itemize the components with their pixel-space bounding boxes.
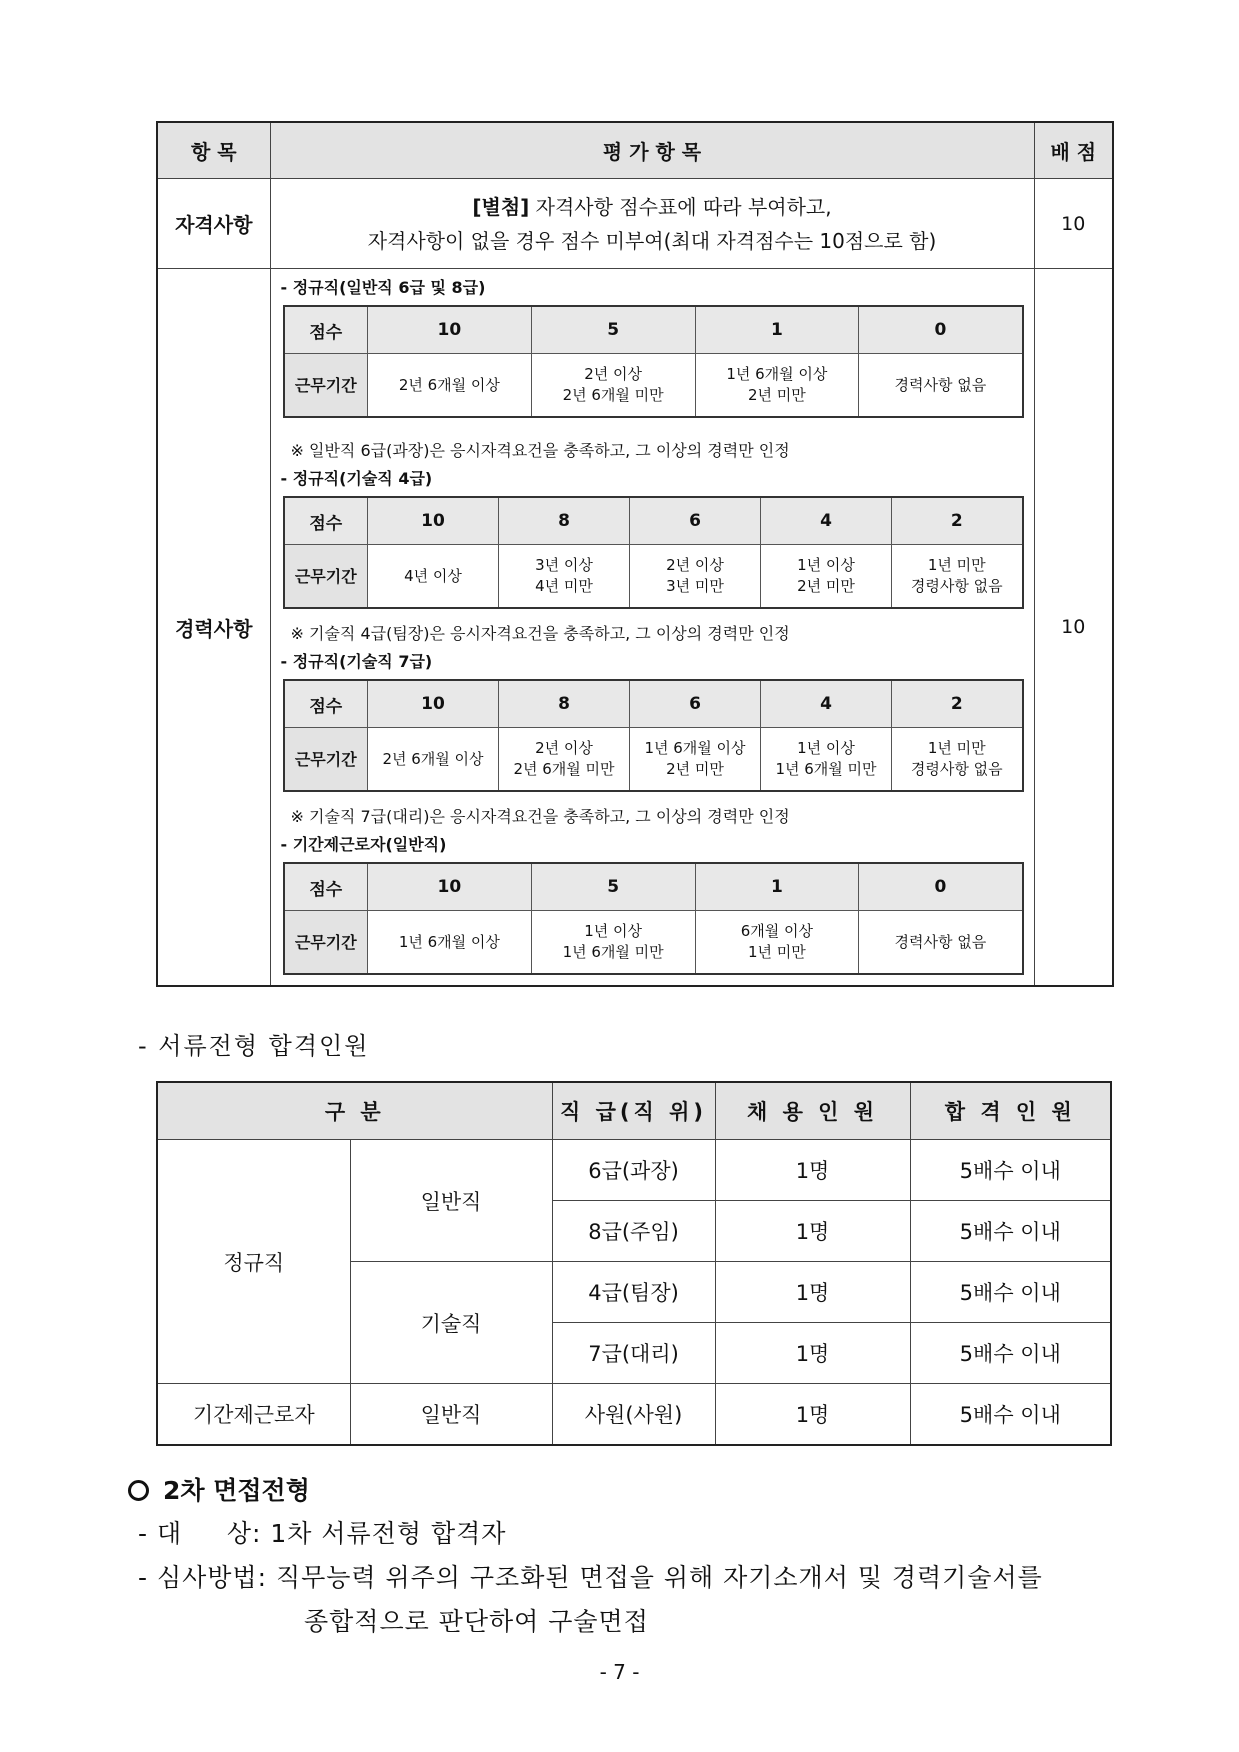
career-group-title: - 기간제근로자(일반직) bbox=[280, 835, 447, 854]
period-cell: 2년 6개월 이상 bbox=[368, 728, 499, 792]
period-cell: 4년 이상 bbox=[368, 545, 499, 609]
circle-bullet-icon bbox=[128, 1480, 149, 1501]
score-cell: 0 bbox=[859, 863, 1023, 911]
score-cell: 10 bbox=[368, 497, 499, 545]
regular-employee-label: 정규직 bbox=[157, 1140, 350, 1384]
score-cell: 10 bbox=[368, 306, 532, 354]
hire-cell: 1명 bbox=[715, 1384, 910, 1446]
target-label: - 대 상: bbox=[138, 1519, 262, 1548]
pass-cell: 5배수 이내 bbox=[910, 1384, 1111, 1446]
period-cell: 2년 이상 2년 6개월 미만 bbox=[531, 354, 695, 418]
career-note: ※ 기술직 7급(대리)은 응시자격요건을 충족하고, 그 이상의 경력만 인정 bbox=[290, 807, 790, 826]
career-note: ※ 기술직 4급(팀장)은 응시자격요건을 충족하고, 그 이상의 경력만 인정 bbox=[290, 624, 790, 643]
score-cell: 5 bbox=[531, 863, 695, 911]
header-category: 구 분 bbox=[157, 1082, 552, 1140]
period-cell: 1년 이상 2년 미만 bbox=[761, 545, 892, 609]
qualification-score: 10 bbox=[1034, 179, 1113, 269]
method-value: 직무능력 위주의 구조화된 면접을 위해 자기소개서 및 경력기술서를 bbox=[275, 1563, 1043, 1592]
score-cell: 1 bbox=[695, 863, 859, 911]
period-row-label: 근무기간 bbox=[284, 728, 368, 792]
table-row bbox=[157, 1140, 1111, 1201]
qualification-row bbox=[157, 179, 1113, 269]
table-row bbox=[157, 1384, 1111, 1446]
pass-section-title: - 서류전형 합격인원 bbox=[138, 1032, 370, 1060]
career-score-table bbox=[283, 305, 1024, 418]
evaluation-table-header bbox=[157, 122, 1113, 179]
period-row-label: 근무기간 bbox=[284, 911, 368, 975]
period-cell: 1년 이상 1년 6개월 미만 bbox=[761, 728, 892, 792]
interview-target-line bbox=[138, 1514, 506, 1550]
career-score-table bbox=[283, 862, 1024, 975]
score-cell: 8 bbox=[499, 680, 630, 728]
contract-worker-label: 기간제근로자 bbox=[157, 1384, 350, 1446]
hire-cell: 1명 bbox=[715, 1262, 910, 1323]
period-cell: 경력사항 없음 bbox=[859, 911, 1023, 975]
score-row-label: 점수 bbox=[284, 863, 368, 911]
interview-method-line2: 종합적으로 판단하여 구술면접 bbox=[304, 1607, 649, 1636]
period-row-label: 근무기간 bbox=[284, 354, 368, 418]
method-label: - 심사방법: bbox=[138, 1563, 267, 1592]
period-row-label: 근무기간 bbox=[284, 545, 368, 609]
qualification-line1: 자격사항 점수표에 따라 부여하고, bbox=[529, 194, 832, 219]
career-group-title: - 정규직(기술직 7급) bbox=[280, 652, 433, 671]
career-note: ※ 일반직 6급(과장)은 응시자격요건을 충족하고, 그 이상의 경력만 인정 bbox=[290, 441, 790, 460]
general-track-label: 일반직 bbox=[350, 1140, 552, 1262]
score-cell: 10 bbox=[368, 680, 499, 728]
rank-cell: 사원(사원) bbox=[552, 1384, 715, 1446]
career-label: 경력사항 bbox=[157, 269, 270, 987]
hire-cell: 1명 bbox=[715, 1323, 910, 1384]
interview-section-title bbox=[128, 1471, 310, 1507]
career-description bbox=[270, 269, 1034, 987]
score-cell: 4 bbox=[761, 497, 892, 545]
pass-cell: 5배수 이내 bbox=[910, 1140, 1111, 1201]
attachment-tag: [별첨] bbox=[472, 194, 530, 219]
qualification-label: 자격사항 bbox=[157, 179, 270, 269]
page-number: - 7 - bbox=[599, 1660, 640, 1684]
period-cell: 2년 6개월 이상 bbox=[368, 354, 532, 418]
score-cell: 2 bbox=[892, 680, 1023, 728]
score-cell: 6 bbox=[630, 497, 761, 545]
career-score: 10 bbox=[1034, 269, 1113, 987]
period-cell: 1년 미만 경령사항 없음 bbox=[892, 728, 1023, 792]
interview-method-line bbox=[138, 1558, 1043, 1594]
period-cell: 1년 6개월 이상 2년 미만 bbox=[695, 354, 859, 418]
period-cell: 2년 이상 3년 미만 bbox=[630, 545, 761, 609]
evaluation-table bbox=[156, 121, 1114, 987]
period-cell: 1년 이상 1년 6개월 미만 bbox=[531, 911, 695, 975]
target-value: 1차 서류전형 합격자 bbox=[270, 1519, 507, 1548]
contract-track-label: 일반직 bbox=[350, 1384, 552, 1446]
score-cell: 10 bbox=[368, 863, 532, 911]
rank-cell: 4급(팀장) bbox=[552, 1262, 715, 1323]
career-group-title: - 정규직(일반직 6급 및 8급) bbox=[280, 278, 486, 297]
period-cell: 6개월 이상 1년 미만 bbox=[695, 911, 859, 975]
period-cell: 경력사항 없음 bbox=[859, 354, 1023, 418]
score-row-label: 점수 bbox=[284, 497, 368, 545]
career-row bbox=[157, 269, 1113, 987]
period-cell: 2년 이상 2년 6개월 미만 bbox=[499, 728, 630, 792]
career-score-table bbox=[283, 679, 1024, 792]
hire-cell: 1명 bbox=[715, 1201, 910, 1262]
interview-title-text: 2차 면접전형 bbox=[163, 1476, 310, 1505]
header-criteria: 평 가 항 목 bbox=[270, 122, 1034, 179]
pass-cell: 5배수 이내 bbox=[910, 1323, 1111, 1384]
career-score-table bbox=[283, 496, 1024, 609]
score-cell: 1 bbox=[695, 306, 859, 354]
score-row-label: 점수 bbox=[284, 680, 368, 728]
hire-cell: 1명 bbox=[715, 1140, 910, 1201]
header-item: 항 목 bbox=[157, 122, 270, 179]
rank-cell: 7급(대리) bbox=[552, 1323, 715, 1384]
score-cell: 0 bbox=[859, 306, 1023, 354]
score-cell: 8 bbox=[499, 497, 630, 545]
period-cell: 1년 6개월 이상 bbox=[368, 911, 532, 975]
score-cell: 6 bbox=[630, 680, 761, 728]
period-cell: 1년 6개월 이상 2년 미만 bbox=[630, 728, 761, 792]
period-cell: 3년 이상 4년 미만 bbox=[499, 545, 630, 609]
pass-table-header bbox=[157, 1082, 1111, 1140]
career-group-title: - 정규직(기술직 4급) bbox=[280, 469, 433, 488]
score-cell: 5 bbox=[531, 306, 695, 354]
qualification-line2: 자격사항이 없을 경우 점수 미부여(최대 자격점수는 10점으로 함) bbox=[367, 228, 937, 253]
period-cell: 1년 미만 경령사항 없음 bbox=[892, 545, 1023, 609]
rank-cell: 8급(주임) bbox=[552, 1201, 715, 1262]
qualification-description bbox=[270, 179, 1034, 269]
header-hire-count: 채 용 인 원 bbox=[715, 1082, 910, 1140]
rank-cell: 6급(과장) bbox=[552, 1140, 715, 1201]
score-row-label: 점수 bbox=[284, 306, 368, 354]
pass-count-table bbox=[156, 1081, 1112, 1446]
tech-track-label: 기술직 bbox=[350, 1262, 552, 1384]
header-score: 배 점 bbox=[1034, 122, 1113, 179]
pass-cell: 5배수 이내 bbox=[910, 1201, 1111, 1262]
score-cell: 2 bbox=[892, 497, 1023, 545]
score-cell: 4 bbox=[761, 680, 892, 728]
pass-cell: 5배수 이내 bbox=[910, 1262, 1111, 1323]
header-pass-count: 합 격 인 원 bbox=[910, 1082, 1111, 1140]
header-rank: 직 급(직 위) bbox=[552, 1082, 715, 1140]
